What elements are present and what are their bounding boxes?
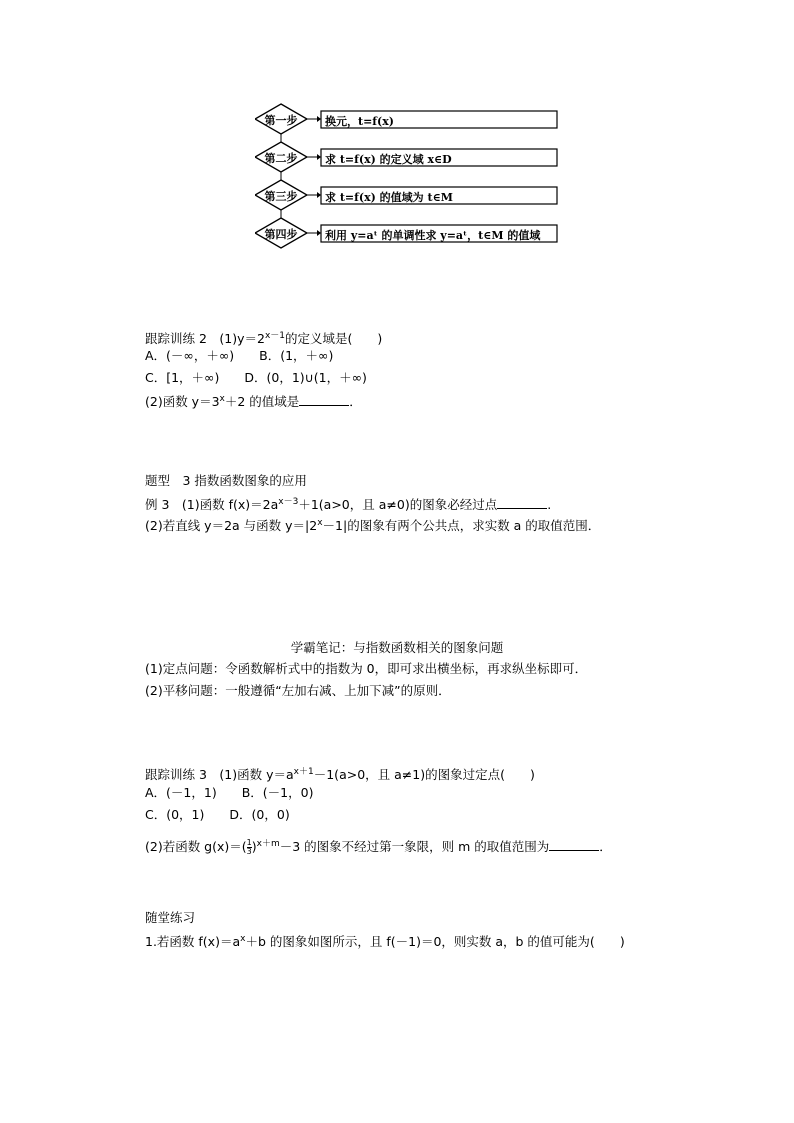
practice3-question1: 跟踪训练 3 (1)函数 $y=a^{x+1}-1(a>0$，且 a≠1)的图象过定点( )	[145, 767, 535, 783]
notes-title: 学霸笔记：与指数函数相关的图象问题	[290, 640, 504, 655]
practice2-question2: (2)函数 $y=3^x+2$ 的值域是 ．	[145, 394, 362, 410]
answer-blank	[497, 496, 547, 509]
step3-label: 第三步	[264, 190, 298, 203]
practice3-options-ab: A．(－1，1) B．(－1，0)	[145, 785, 314, 800]
step1-label: 第一步	[264, 114, 298, 127]
example3-question1: 例 3 (1)函数 $f(x)=2a^{x-3}+1(a>0$，且 a≠0)的图象必经过点 .	[145, 497, 552, 513]
notes-line2: (2)平移问题：一般遵循“左加右减、上加下减”的原则．	[145, 683, 451, 698]
flowchart	[255, 102, 565, 252]
practice2-options-cd: C．[1，＋∞) D．(0，1)∪(1，＋∞)	[145, 370, 367, 385]
practice3-question2: (2)若函数 g(x)＝( $\frac{1}{3}$ )$^{x+m}$－3 的图象不经过第一象限，则 m 的取值范围为 ．	[145, 838, 612, 857]
classwork-heading: 随堂练习	[145, 910, 196, 925]
answer-blank	[299, 393, 349, 406]
practice3-options-cd: C．(0，1) D．(0，0)	[145, 807, 290, 822]
fraction: $\frac{1}{3}$	[246, 838, 252, 857]
step2-label: 第二步	[264, 152, 298, 165]
answer-blank	[549, 838, 599, 851]
practice2-options-ab: A．(－∞，＋∞) B．(1，＋∞)	[145, 348, 334, 363]
practice2-question1: 跟踪训练 2 $(1)y=2^{x-1}$的定义域是( )	[145, 331, 383, 347]
step4-label: 第四步	[264, 228, 298, 241]
type3-heading: 题型 3 指数函数图象的应用	[145, 473, 307, 488]
classwork-question1: 1.若函数 $f(x)=a^x+b$ 的图象如图所示，且 f(－1)＝0，则实数 a，b 的值可能为( )	[145, 934, 625, 950]
step1-text: 换元，t=f(x)	[325, 115, 394, 128]
step3-text: 求 t=f(x) 的值域为 t∈M	[325, 191, 453, 204]
notes-line1: (1)定点问题：令函数解析式中的指数为 0，即可求出横坐标，再求纵坐标即可．	[145, 661, 588, 676]
step2-text: 求 t=f(x) 的定义域 x∈D	[325, 153, 452, 166]
step4-text: 利用 y=aᵗ 的单调性求 y=aᵗ，t∈M 的值域	[325, 229, 541, 242]
example3-question2: (2)若直线 y＝2a 与函数 $y=|2^x-1|$的图象有两个公共点，求实数 a 的取值范围．	[145, 518, 601, 534]
